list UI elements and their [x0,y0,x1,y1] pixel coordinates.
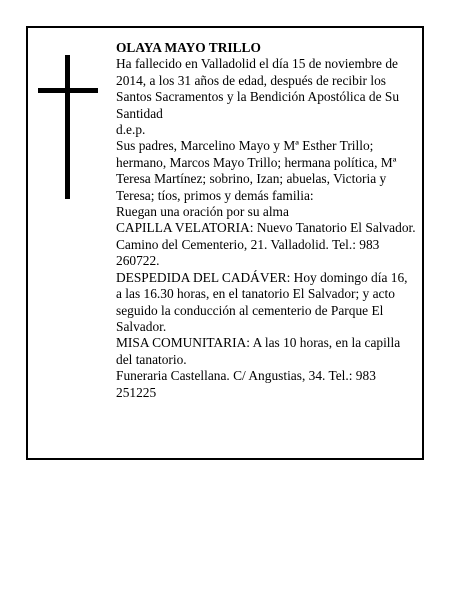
mass-info: MISA COMUNITARIA: A las 10 horas, en la capilla del tanatorio. [116,335,401,367]
rip-text: d.e.p. [116,122,146,138]
funeral-home-info: Funeraria Castellana. C/ Angustias, 34. Tel.: 983 251225 [116,368,376,400]
deceased-name: OLAYA MAYO TRILLO [116,40,261,55]
death-announcement: Ha fallecido en Valladolid el día 15 de noviembre de 2014, a los 31 años de edad, después de recibir los Santos Sacramentos y la Bendición Apostólica de Su Santidad [116,56,400,121]
prayer-request: Ruegan una oración por su alma [116,204,289,220]
cross-icon [38,55,98,199]
obituary-notice [26,26,424,460]
notice-text [116,40,416,401]
cross-horizontal-bar [38,88,98,93]
family-list: Sus padres, Marcelino Mayo y Mª Esther Trillo; hermano, Marcos Mayo Trillo; hermana política, Mª Teresa Martínez; sobrino, Izan; abuelas, Victoria y Teresa; tíos, primos y demás familia: [116,138,397,203]
cross-vertical-bar [65,55,70,199]
chapel-info: CAPILLA VELATORIA: Nuevo Tanatorio El Salvador. Camino del Cementerio, 21. Valladolid. Tel.: 983 260722. [116,220,416,269]
farewell-info: DESPEDIDA DEL CADÁVER: Hoy domingo día 16, a las 16.30 horas, en el tanatorio El Salvador; y acto seguido la conducción al cementerio de Parque El Salvador. [116,269,408,334]
